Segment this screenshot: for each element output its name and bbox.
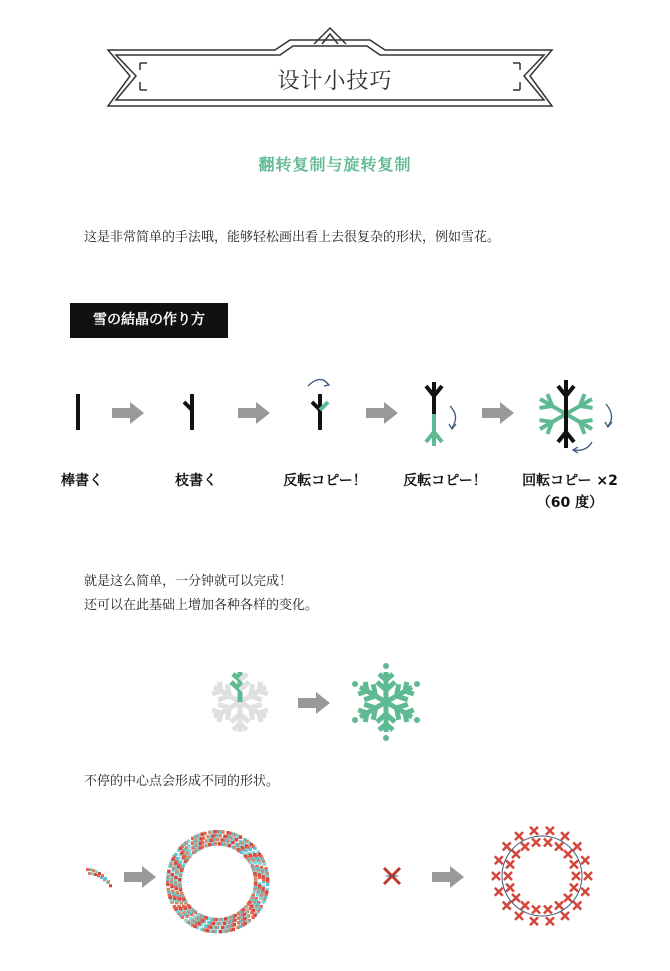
step-5-sublabel: （60 度） bbox=[536, 495, 604, 511]
pixel-ring bbox=[158, 824, 274, 936]
arrow-icon bbox=[124, 864, 158, 890]
arrow-icon bbox=[432, 864, 466, 890]
arrow-icon bbox=[298, 690, 332, 716]
green-snowflake bbox=[346, 662, 426, 742]
gray-snowflake bbox=[200, 662, 280, 742]
step-2-figure bbox=[174, 380, 214, 440]
middle-text-line-1: 就是这么简单，一分钟就可以完成！ bbox=[84, 574, 293, 589]
arrow-icon bbox=[112, 400, 146, 426]
arrow-icon bbox=[238, 400, 272, 426]
step-3-label: 反転コピー！ bbox=[283, 473, 367, 489]
step-4-label: 反転コピー！ bbox=[403, 473, 487, 489]
step-2-label: 枝書く bbox=[175, 473, 217, 489]
step-5-snowflake bbox=[530, 378, 620, 454]
bottom-text: 不停的中心点会形成不同的形状。 bbox=[84, 774, 280, 789]
middle-text-line-2: 还可以在此基础上增加各种各样的变化。 bbox=[84, 598, 319, 613]
section-label: 雪の結晶の作り方 bbox=[70, 303, 228, 338]
intro-paragraph: 这是非常简单的手法哦，能够轻松画出看上去很复杂的形状，例如雪花。 bbox=[84, 230, 501, 245]
step-3-figure bbox=[300, 372, 350, 442]
step-1-figure bbox=[60, 380, 100, 440]
arrow-icon bbox=[366, 400, 400, 426]
pixel-strip-motif bbox=[84, 862, 116, 892]
step-1-label: 棒書く bbox=[61, 473, 103, 489]
step-5-label: 回転コピー ×2 bbox=[522, 473, 618, 489]
arrow-icon bbox=[482, 400, 516, 426]
page-title: 设计小技巧 bbox=[277, 69, 393, 94]
x-motif bbox=[380, 864, 404, 888]
step-4-figure bbox=[418, 376, 468, 452]
subtitle: 翻转复制与旋转复制 bbox=[258, 155, 412, 174]
x-ring bbox=[492, 824, 592, 928]
